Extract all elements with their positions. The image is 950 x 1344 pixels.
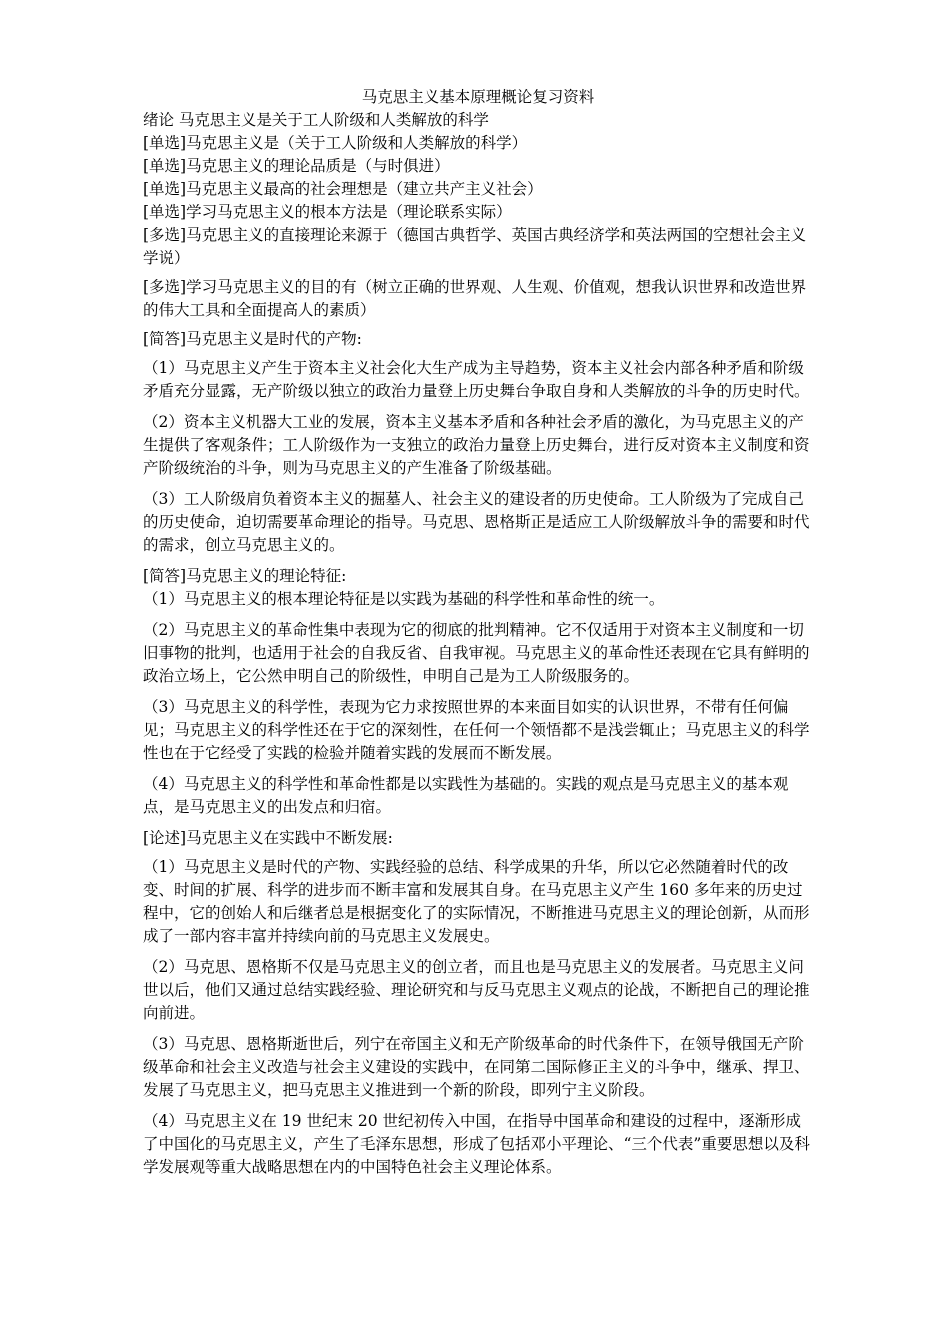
answer-paragraph: （2）资本主义机器大工业的发展，资本主义基本矛盾和各种社会矛盾的激化，为马克思主义的产生提供了客观条件；工人阶级作为一支独立的政治力量登上历史舞台，进行反对资本主义制度和资产阶级统治的斗争，则为马克思主义的产生准备了阶级基础。 (143, 413, 810, 477)
answer-paragraph: （3）马克思主义的科学性，表现为它力求按照世界的本来面目如实的认识世界，不带有任何偏见；马克思主义的科学性还在于它的深刻性，在任何一个领悟都不是浅尝辄止；马克思主义的科学性也在于它经受了实践的检验并随着实践的发展而不断发展。 (143, 698, 810, 762)
single-choice-item: [单选]学习马克思主义的根本方法是（理论联系实际） (143, 203, 512, 221)
answer-paragraph: （1）马克思主义产生于资本主义社会化大生产成为主导趋势，资本主义社会内部各种矛盾和阶级矛盾充分显露，无产阶级以独立的政治力量登上历史舞台争取自身和人类解放的斗争的历史时代。 (143, 359, 810, 400)
document-title: 马克思主义基本原理概论复习资料 (361, 88, 595, 106)
document-body (143, 86, 813, 1187)
answer-paragraph: （1）马克思主义的根本理论特征是以实践为基础的科学性和革命性的统一。 (143, 590, 665, 608)
single-choice-item: [单选]马克思主义是（关于工人阶级和人类解放的科学） (143, 134, 528, 152)
single-choice-item: [单选]马克思主义最高的社会理想是（建立共产主义社会） (143, 180, 543, 198)
answer-paragraph: （2）马克思主义的革命性集中表现为它的彻底的批判精神。它不仅适用于对资本主义制度和一切旧事物的批判，也适用于社会的自我反省、自我审视。马克思主义的革命性还表现在它具有鲜明的政治立场上，它公然申明自己的阶级性，申明自己是为工人阶级服务的。 (143, 621, 810, 685)
section-heading: [简答]马克思主义是时代的产物: (143, 330, 362, 348)
single-choice-item: [单选]马克思主义的理论品质是（与时俱进） (143, 157, 450, 175)
answer-paragraph: （3）马克思、恩格斯逝世后，列宁在帝国主义和无产阶级革命的时代条件下，在领导俄国无产阶级革命和社会主义改造与社会主义建设的实践中，在同第二国际修正主义的斗争中，继承、捍卫、发展了马克思主义，把马克思主义推进到一个新的阶段，即列宁主义阶段。 (143, 1035, 810, 1099)
intro-heading: 绪论 马克思主义是关于工人阶级和人类解放的科学 (143, 111, 489, 129)
answer-paragraph: （1）马克思主义是时代的产物、实践经验的总结、科学成果的升华，所以它必然随着时代的改变、时间的扩展、科学的进步而不断丰富和发展其自身。在马克思主义产生 160 多年来的历史过程中，它的创始人和后继者总是根据变化了的实际情况，不断推进马克思主义的理论创新，从而形成了一部内容丰富并持续向前的马克思主义发展史。 (143, 858, 810, 945)
section-heading: [简答]马克思主义的理论特征: (143, 567, 347, 585)
section-heading: [论述]马克思主义在实践中不断发展: (143, 829, 393, 847)
answer-paragraph: （2）马克思、恩格斯不仅是马克思主义的创立者，而且也是马克思主义的发展者。马克思主义问世以后，他们又通过总结实践经验、理论研究和与反马克思主义观点的论战，不断把自己的理论推向前进。 (143, 958, 810, 1022)
answer-paragraph: （4）马克思主义在 19 世纪末 20 世纪初传入中国，在指导中国革命和建设的过程中，逐渐形成了中国化的马克思主义，产生了毛泽东思想，形成了包括邓小平理论、“三个代表”重要思想以及科学发展观等重大战略思想在内的中国特色社会主义理论体系。 (143, 1112, 810, 1176)
multi-choice-item: [多选]学习马克思主义的目的有（树立正确的世界观、人生观、价值观，想我认识世界和改造世界的伟大工具和全面提高人的素质） (143, 278, 807, 319)
answer-paragraph: （4）马克思主义的科学性和革命性都是以实践性为基础的。实践的观点是马克思主义的基本观点，是马克思主义的出发点和归宿。 (143, 775, 789, 816)
answer-paragraph: （3）工人阶级肩负着资本主义的掘墓人、社会主义的建设者的历史使命。工人阶级为了完成自己的历史使命，迫切需要革命理论的指导。马克思、恩格斯正是适应工人阶级解放斗争的需要和时代的需求，创立马克思主义的。 (143, 490, 810, 554)
multi-choice-item: [多选]马克思主义的直接理论来源于（德国古典哲学、英国古典经济学和英法两国的空想社会主义学说） (143, 226, 807, 267)
